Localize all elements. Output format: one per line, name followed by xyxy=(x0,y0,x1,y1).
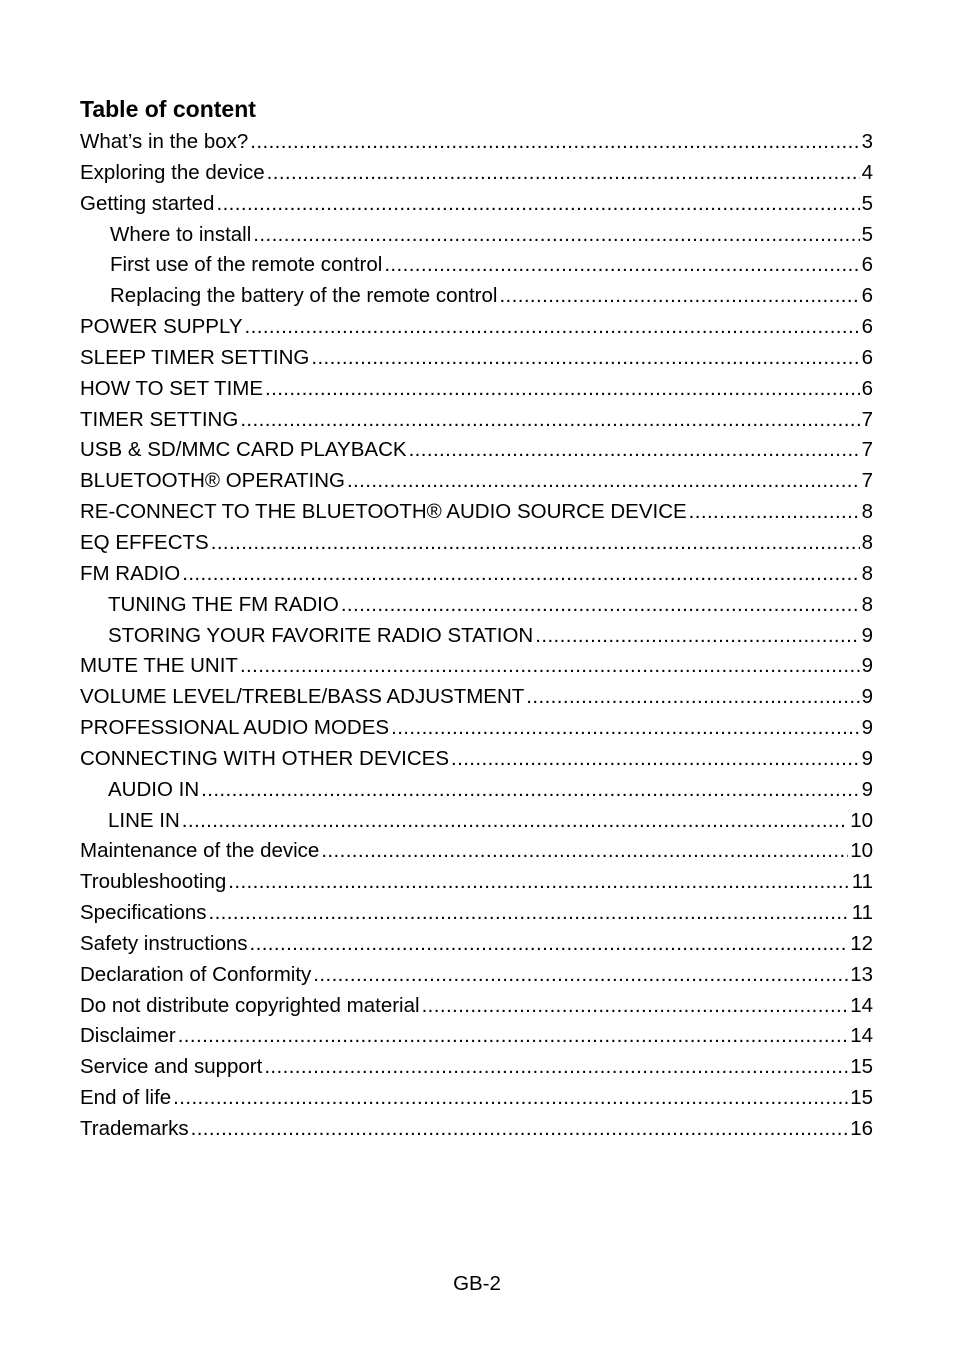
toc-entry-page: 15 xyxy=(850,1055,873,1079)
toc-entry-label: PROFESSIONAL AUDIO MODES xyxy=(80,716,390,740)
toc-entry-page: 6 xyxy=(861,315,873,339)
toc-entry[interactable] xyxy=(80,189,873,220)
toc-entry-page: 6 xyxy=(861,253,873,277)
toc-entry-page: 13 xyxy=(850,962,873,986)
toc-entry-page: 3 xyxy=(861,130,873,153)
toc-entry[interactable] xyxy=(80,744,873,775)
toc-entry-page: 9 xyxy=(861,685,873,709)
toc-entry[interactable] xyxy=(80,497,873,528)
toc-leader-dots xyxy=(321,836,848,867)
toc-entry-page: 14 xyxy=(850,993,873,1017)
toc-entry-label: Troubleshooting xyxy=(80,870,227,894)
toc-entry-label: AUDIO IN xyxy=(108,777,200,801)
toc-entry-page: 9 xyxy=(861,746,873,770)
toc-entry-label: First use of the remote control xyxy=(110,253,383,277)
toc-entry-label: RE-CONNECT TO THE BLUETOOTH® AUDIO SOURCE DEVICE xyxy=(80,500,687,524)
toc-leader-dots xyxy=(535,621,859,652)
table-of-contents xyxy=(80,127,873,1145)
toc-entry[interactable] xyxy=(80,158,873,189)
toc-entry[interactable] xyxy=(80,312,873,343)
toc-entry[interactable] xyxy=(80,929,873,960)
toc-entry-label: Do not distribute copyrighted material xyxy=(80,993,420,1017)
toc-entry-page: 7 xyxy=(861,438,873,462)
toc-entry[interactable] xyxy=(80,836,873,867)
toc-entry[interactable] xyxy=(80,682,873,713)
toc-entry[interactable] xyxy=(80,1052,873,1083)
toc-entry-label: Safety instructions xyxy=(80,931,248,955)
toc-entry-label: USB & SD/MMC CARD PLAYBACK xyxy=(80,438,407,462)
toc-entry-label: What’s in the box? xyxy=(80,130,249,153)
toc-entry-page: 7 xyxy=(861,469,873,493)
toc-leader-dots xyxy=(311,343,859,374)
toc-entry-page: 8 xyxy=(861,592,873,616)
toc-subentry[interactable] xyxy=(80,590,873,621)
page-title: Table of content xyxy=(80,96,256,122)
toc-entry-page: 15 xyxy=(850,1086,873,1110)
toc-entry-label: LINE IN xyxy=(108,808,180,832)
toc-leader-dots xyxy=(191,1114,849,1145)
toc-entry-label: MUTE THE UNIT xyxy=(80,654,238,678)
toc-entry[interactable] xyxy=(80,343,873,374)
toc-entry-label: Declaration of Conformity xyxy=(80,962,312,986)
toc-entry[interactable] xyxy=(80,867,873,898)
toc-entry-label: TUNING THE FM RADIO xyxy=(108,592,339,616)
toc-subentry[interactable] xyxy=(80,250,873,281)
toc-leader-dots xyxy=(182,806,848,837)
toc-leader-dots xyxy=(228,867,849,898)
toc-entry-page: 11 xyxy=(851,870,873,894)
toc-subentry[interactable] xyxy=(80,281,873,312)
toc-leader-dots xyxy=(499,281,859,312)
toc-leader-dots xyxy=(182,559,859,590)
toc-leader-dots xyxy=(341,590,860,621)
toc-entry[interactable] xyxy=(80,991,873,1022)
toc-entry-page: 6 xyxy=(861,284,873,308)
toc-entry-page: 4 xyxy=(861,160,873,184)
toc-entry-label: Disclaimer xyxy=(80,1024,176,1048)
toc-leader-dots xyxy=(313,960,848,991)
toc-entry-page: 7 xyxy=(861,407,873,431)
toc-leader-dots xyxy=(422,991,849,1022)
toc-subentry[interactable] xyxy=(80,220,873,251)
toc-leader-dots xyxy=(451,744,860,775)
toc-entry-page: 14 xyxy=(850,1024,873,1048)
toc-leader-dots xyxy=(245,312,860,343)
toc-entry-label: Specifications xyxy=(80,901,207,925)
toc-entry[interactable] xyxy=(80,1114,873,1145)
page-number: GB-2 xyxy=(453,1272,501,1295)
toc-leader-dots xyxy=(208,898,849,929)
toc-entry-page: 8 xyxy=(861,500,873,524)
toc-entry-page: 9 xyxy=(861,777,873,801)
toc-leader-dots xyxy=(267,158,860,189)
toc-entry-label: BLUETOOTH® OPERATING xyxy=(80,469,345,493)
toc-leader-dots xyxy=(347,466,860,497)
toc-entry-page: 11 xyxy=(851,901,873,925)
toc-entry-label: TIMER SETTING xyxy=(80,407,239,431)
toc-leader-dots xyxy=(216,189,859,220)
toc-leader-dots xyxy=(253,220,859,251)
toc-entry[interactable] xyxy=(80,898,873,929)
toc-leader-dots xyxy=(265,374,860,405)
toc-leader-dots xyxy=(250,127,859,158)
toc-entry-label: STORING YOUR FAVORITE RADIO STATION xyxy=(108,623,534,647)
toc-leader-dots xyxy=(173,1083,848,1114)
toc-entry-page: 5 xyxy=(861,191,873,215)
toc-subentry[interactable] xyxy=(80,775,873,806)
toc-entry[interactable] xyxy=(80,960,873,991)
toc-entry-label: Getting started xyxy=(80,191,215,215)
toc-entry-label: Replacing the battery of the remote control xyxy=(110,284,498,308)
toc-leader-dots xyxy=(178,1021,849,1052)
toc-entry-label: Service and support xyxy=(80,1055,263,1079)
toc-subentry[interactable] xyxy=(80,806,873,837)
toc-entry[interactable] xyxy=(80,405,873,436)
toc-entry-label: FM RADIO xyxy=(80,561,181,585)
toc-entry-label: SLEEP TIMER SETTING xyxy=(80,345,310,369)
toc-entry-label: End of life xyxy=(80,1086,172,1110)
toc-entry[interactable] xyxy=(80,528,873,559)
toc-entry-label: Maintenance of the device xyxy=(80,839,320,863)
toc-leader-dots xyxy=(689,497,860,528)
toc-entry[interactable] xyxy=(80,127,873,158)
toc-entry[interactable] xyxy=(80,466,873,497)
toc-entry-page: 9 xyxy=(861,623,873,647)
toc-entry-page: 10 xyxy=(850,808,873,832)
toc-entry-page: 9 xyxy=(861,654,873,678)
toc-entry[interactable] xyxy=(80,374,873,405)
toc-entry-label: Exploring the device xyxy=(80,160,265,184)
toc-entry-page: 5 xyxy=(861,222,873,246)
toc-subentry[interactable] xyxy=(80,621,873,652)
toc-leader-dots xyxy=(409,435,860,466)
toc-entry-page: 9 xyxy=(861,716,873,740)
toc-entry[interactable] xyxy=(80,1083,873,1114)
toc-entry-label: Trademarks xyxy=(80,1117,189,1140)
toc-entry-page: 6 xyxy=(861,376,873,400)
toc-entry[interactable] xyxy=(80,651,873,682)
toc-entry[interactable] xyxy=(80,559,873,590)
toc-leader-dots xyxy=(240,651,860,682)
toc-entry-page: 12 xyxy=(850,931,873,955)
toc-entry-label: VOLUME LEVEL/TREBLE/BASS ADJUSTMENT xyxy=(80,685,525,709)
toc-leader-dots xyxy=(384,250,859,281)
toc-leader-dots xyxy=(201,775,859,806)
toc-entry-page: 8 xyxy=(861,561,873,585)
toc-entry[interactable] xyxy=(80,1021,873,1052)
toc-entry-label: CONNECTING WITH OTHER DEVICES xyxy=(80,746,450,770)
toc-entry-page: 10 xyxy=(850,839,873,863)
toc-leader-dots xyxy=(526,682,859,713)
toc-entry-label: POWER SUPPLY xyxy=(80,315,243,339)
toc-leader-dots xyxy=(264,1052,848,1083)
toc-entry-label: Where to install xyxy=(110,222,252,246)
toc-entry-page: 16 xyxy=(850,1117,873,1140)
toc-leader-dots xyxy=(391,713,860,744)
toc-entry-label: EQ EFFECTS xyxy=(80,530,209,554)
toc-entry-page: 6 xyxy=(861,345,873,369)
toc-entry-label: HOW TO SET TIME xyxy=(80,376,264,400)
toc-leader-dots xyxy=(240,405,859,436)
toc-entry[interactable] xyxy=(80,713,873,744)
toc-leader-dots xyxy=(211,528,860,559)
toc-leader-dots xyxy=(250,929,849,960)
toc-entry[interactable] xyxy=(80,435,873,466)
toc-entry-page: 8 xyxy=(861,530,873,554)
